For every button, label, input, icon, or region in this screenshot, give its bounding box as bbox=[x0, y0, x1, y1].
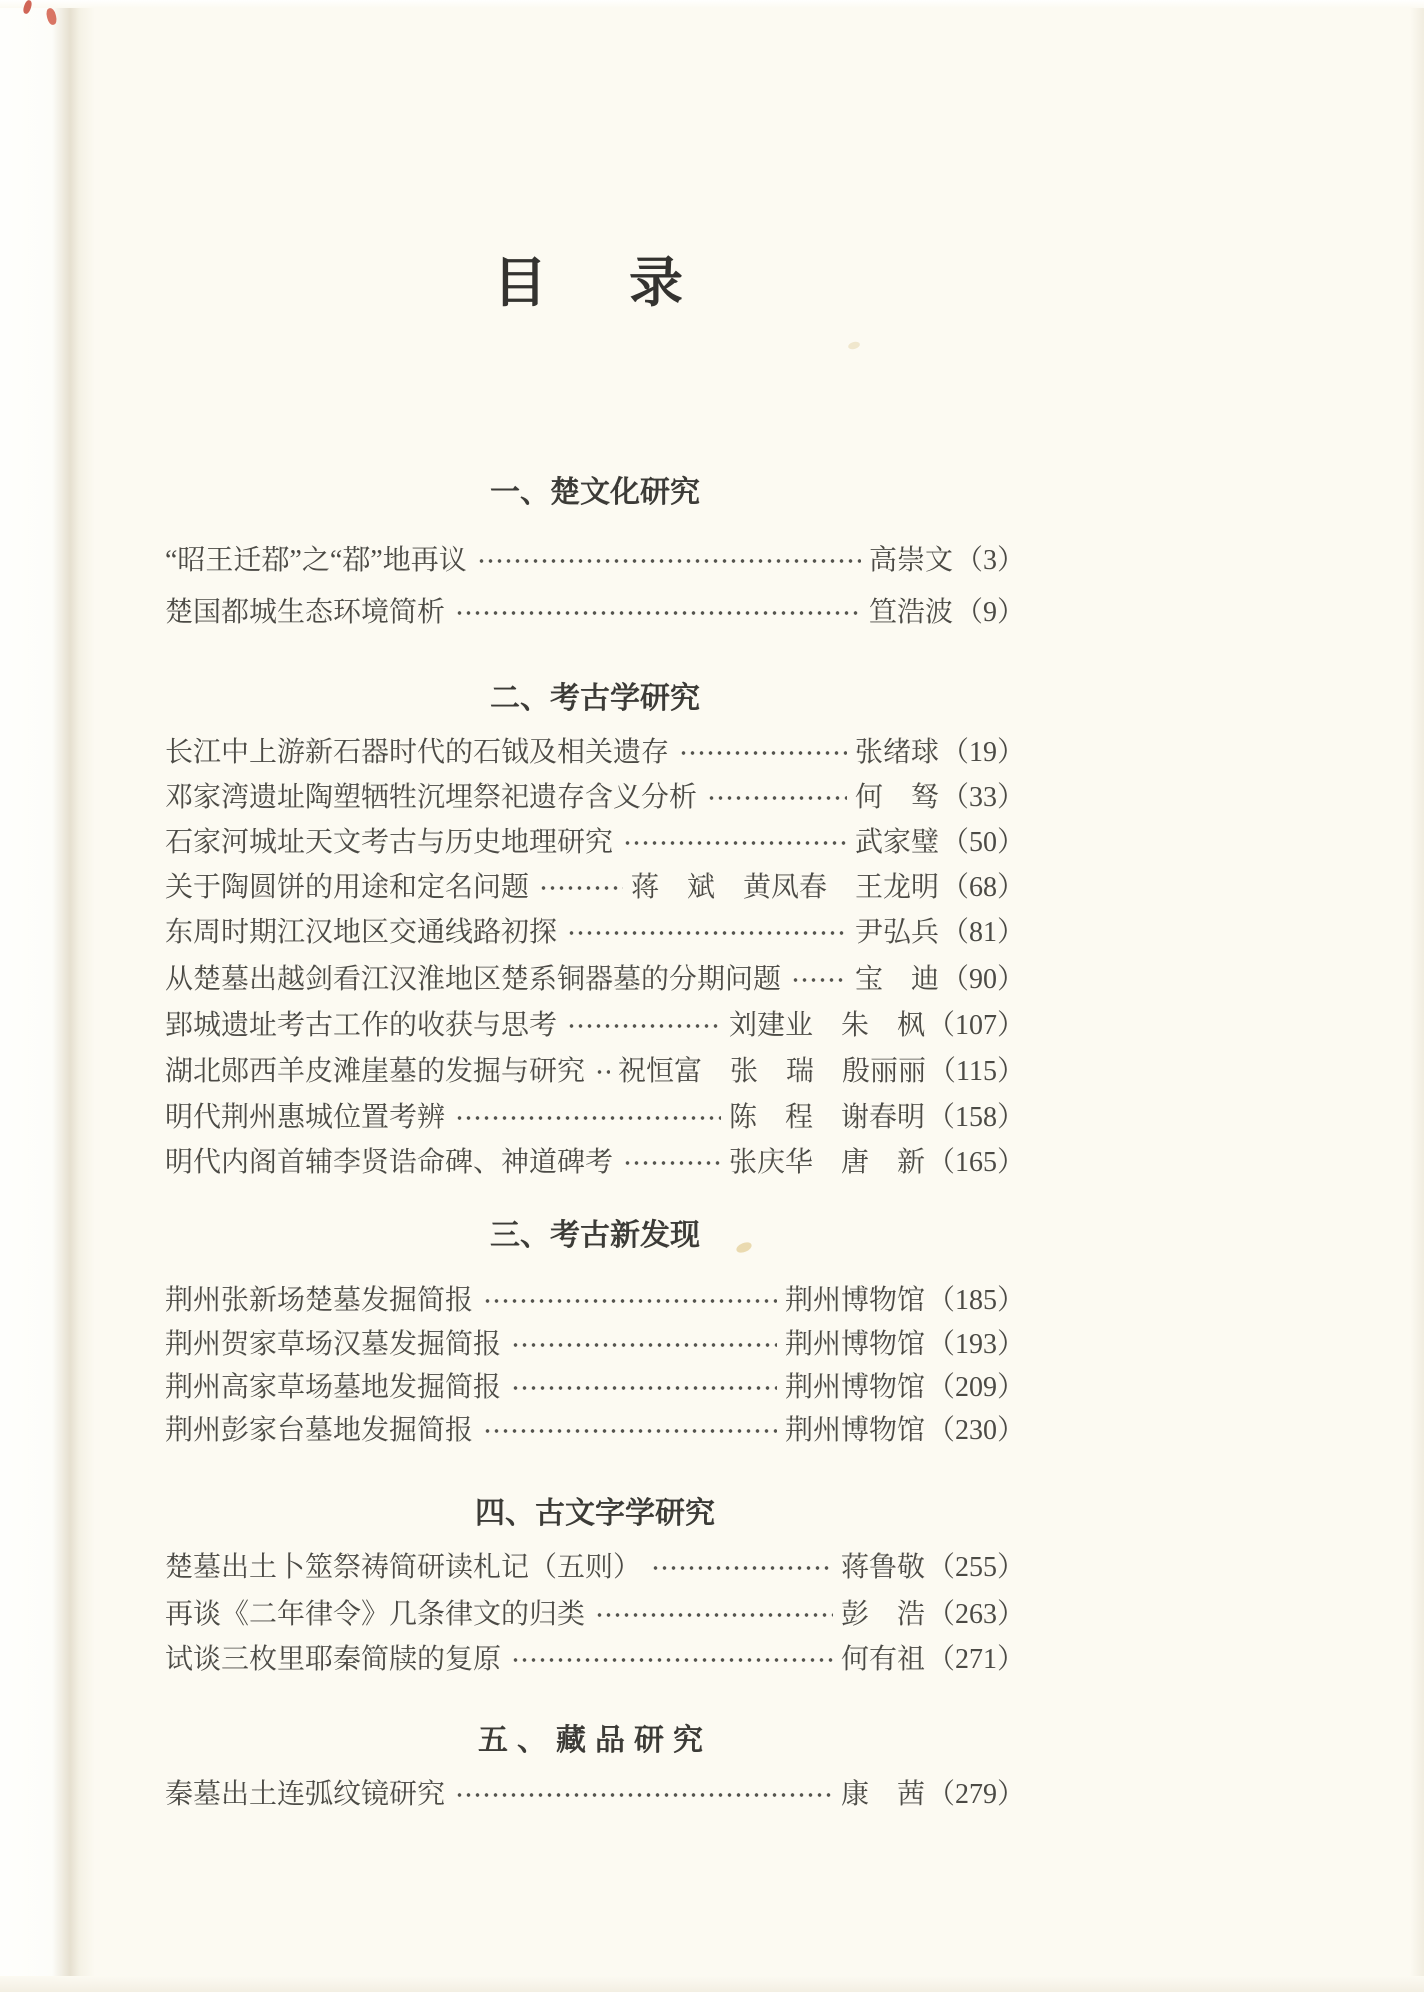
toc-entry bbox=[165, 1100, 1025, 1136]
entry-authors: 蒋 斌 黄凤春 王龙明 bbox=[630, 872, 939, 903]
dot-leader bbox=[483, 1283, 777, 1319]
toc-entry bbox=[165, 1642, 1025, 1678]
entry-authors: 何 驽 bbox=[854, 782, 939, 813]
toc-entry bbox=[165, 1597, 1025, 1633]
dot-leader bbox=[455, 1100, 721, 1136]
toc-entry bbox=[165, 1054, 1025, 1090]
entry-authors: 刘建业 朱 枫 bbox=[728, 1010, 925, 1041]
entry-page: （230） bbox=[926, 1415, 1025, 1446]
section-heading-2: 二、考古学研究 bbox=[490, 682, 700, 715]
entry-page: （158） bbox=[926, 1102, 1025, 1133]
toc-entry bbox=[165, 1008, 1025, 1044]
entry-authors: 荆州博物馆 bbox=[784, 1415, 925, 1446]
entry-page: （165） bbox=[926, 1147, 1025, 1178]
entry-title: 关于陶圆饼的用途和定名问题 bbox=[165, 872, 530, 903]
entry-title: 石家河城址天文考古与历史地理研究 bbox=[165, 827, 614, 858]
entry-page: （185） bbox=[926, 1285, 1025, 1316]
dot-leader bbox=[791, 962, 847, 998]
entry-title: 再谈《二年律令》几条律文的归类 bbox=[165, 1599, 586, 1630]
toc-entry bbox=[165, 595, 1025, 631]
entry-authors: 尹弘兵 bbox=[854, 917, 939, 948]
entry-title: 试谈三枚里耶秦简牍的复原 bbox=[165, 1644, 502, 1675]
entry-page: （263） bbox=[926, 1599, 1025, 1630]
section-heading-3: 三、考古新发现 bbox=[490, 1219, 700, 1252]
toc-entry bbox=[165, 1327, 1025, 1363]
page-bottom-edge-shadow bbox=[0, 1976, 1424, 1992]
entry-page: （271） bbox=[926, 1644, 1025, 1675]
entry-authors: 宝 迪 bbox=[854, 964, 939, 995]
entry-title: 荆州高家草场墓地发掘简报 bbox=[165, 1372, 502, 1403]
entry-authors: 张庆华 唐 新 bbox=[728, 1147, 925, 1178]
entry-authors: 蒋鲁敬 bbox=[840, 1552, 925, 1583]
entry-authors: 武家璧 bbox=[854, 827, 939, 858]
entry-page: （19） bbox=[940, 737, 1025, 768]
toc-entry bbox=[165, 870, 1025, 906]
entry-page: （81） bbox=[940, 917, 1025, 948]
toc-entry bbox=[165, 1777, 1025, 1813]
entry-page: （209） bbox=[926, 1372, 1025, 1403]
entry-authors: 彭 浩 bbox=[840, 1599, 925, 1630]
entry-page: （50） bbox=[940, 827, 1025, 858]
dot-leader bbox=[477, 543, 861, 579]
dot-leader bbox=[707, 780, 847, 816]
entry-page: （255） bbox=[926, 1552, 1025, 1583]
entry-title: 楚墓出土卜筮祭祷简研读札记（五则） bbox=[165, 1552, 642, 1583]
entry-title: 湖北郧西羊皮滩崖墓的发掘与研究 bbox=[165, 1056, 586, 1087]
toc-entry bbox=[165, 962, 1025, 998]
page-right-edge-shadow bbox=[1410, 0, 1424, 1992]
dot-leader bbox=[595, 1054, 610, 1090]
entry-page: （115） bbox=[928, 1056, 1025, 1087]
entry-authors: 荆州博物馆 bbox=[784, 1285, 925, 1316]
section-heading-4: 四、古文字学研究 bbox=[475, 1497, 715, 1530]
dot-leader bbox=[455, 1777, 833, 1813]
section-heading-1: 一、楚文化研究 bbox=[490, 476, 700, 509]
dot-leader bbox=[651, 1550, 833, 1586]
entry-title: 秦墓出土连弧纹镜研究 bbox=[165, 1779, 446, 1810]
page-title: 目 录 bbox=[493, 253, 697, 313]
entry-title: 郢城遗址考古工作的收获与思考 bbox=[165, 1010, 558, 1041]
entry-title: “昭王迁鄀”之“鄀”地再议 bbox=[165, 545, 467, 576]
entry-title: 从楚墓出越剑看江汉淮地区楚系铜器墓的分期问题 bbox=[165, 964, 782, 995]
entry-page: （9） bbox=[954, 597, 1025, 628]
entry-title: 荆州张新场楚墓发掘简报 bbox=[165, 1285, 474, 1316]
dot-leader bbox=[623, 1145, 721, 1181]
toc-entry bbox=[165, 1370, 1025, 1406]
page-left-edge-shadow bbox=[0, 0, 95, 1992]
dot-leader bbox=[511, 1327, 777, 1363]
entry-page: （33） bbox=[940, 782, 1025, 813]
toc-entry bbox=[165, 825, 1025, 861]
toc-entry bbox=[165, 1413, 1025, 1449]
page-top-edge-shadow bbox=[0, 0, 1424, 8]
dot-leader bbox=[567, 1008, 721, 1044]
dot-leader bbox=[455, 595, 861, 631]
paper-smudge bbox=[847, 341, 860, 351]
entry-page: （279） bbox=[926, 1779, 1025, 1810]
toc-entry bbox=[165, 735, 1025, 771]
entry-title: 明代内阁首辅李贤诰命碑、神道碑考 bbox=[165, 1147, 614, 1178]
entry-authors: 高崇文 bbox=[868, 545, 953, 576]
entry-page: （107） bbox=[926, 1010, 1025, 1041]
dot-leader bbox=[511, 1370, 777, 1406]
toc-entry bbox=[165, 915, 1025, 951]
entry-authors: 何有祖 bbox=[840, 1644, 925, 1675]
entry-title: 邓家湾遗址陶塑牺牲沉埋祭祀遗存含义分析 bbox=[165, 782, 698, 813]
section-heading-5: 五、藏品研究 bbox=[478, 1724, 712, 1757]
entry-title: 明代荆州惠城位置考辨 bbox=[165, 1102, 446, 1133]
entry-authors: 祝恒富 张 瑞 殷丽丽 bbox=[618, 1056, 927, 1087]
entry-page: （90） bbox=[940, 964, 1025, 995]
entry-authors: 陈 程 谢春明 bbox=[728, 1102, 925, 1133]
entry-authors: 张绪球 bbox=[854, 737, 939, 768]
entry-page: （3） bbox=[954, 545, 1025, 576]
entry-authors: 荆州博物馆 bbox=[784, 1372, 925, 1403]
entry-authors: 笪浩波 bbox=[868, 597, 953, 628]
entry-page: （68） bbox=[940, 872, 1025, 903]
dot-leader bbox=[539, 870, 623, 906]
dot-leader bbox=[679, 735, 847, 771]
entry-title: 楚国都城生态环境简析 bbox=[165, 597, 446, 628]
toc-entry bbox=[165, 1550, 1025, 1586]
dot-leader bbox=[483, 1413, 777, 1449]
toc-entry bbox=[165, 543, 1025, 579]
entry-authors: 荆州博物馆 bbox=[784, 1329, 925, 1360]
dot-leader bbox=[623, 825, 847, 861]
toc-entry bbox=[165, 780, 1025, 816]
entry-title: 东周时期江汉地区交通线路初探 bbox=[165, 917, 558, 948]
toc-entry bbox=[165, 1283, 1025, 1319]
dot-leader bbox=[595, 1597, 833, 1633]
entry-title: 荆州彭家台墓地发掘简报 bbox=[165, 1415, 474, 1446]
dot-leader bbox=[567, 915, 847, 951]
toc-entry bbox=[165, 1145, 1025, 1181]
dot-leader bbox=[511, 1642, 833, 1678]
entry-authors: 康 茜 bbox=[840, 1779, 925, 1810]
entry-title: 长江中上游新石器时代的石钺及相关遗存 bbox=[165, 737, 670, 768]
entry-page: （193） bbox=[926, 1329, 1025, 1360]
entry-title: 荆州贺家草场汉墓发掘简报 bbox=[165, 1329, 502, 1360]
